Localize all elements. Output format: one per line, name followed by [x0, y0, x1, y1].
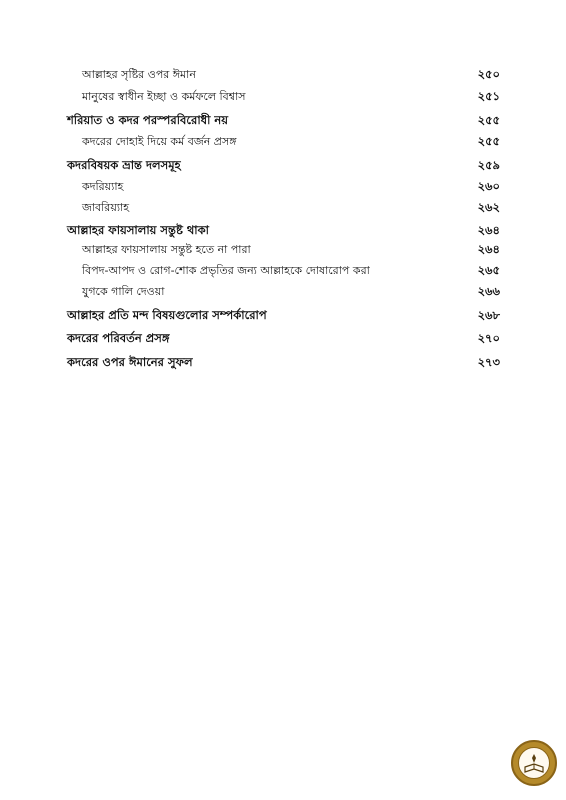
toc-entry-title: কদরবিষয়ক ভ্রান্ত দলসমূহ [67, 157, 181, 172]
toc-entry-page: ২৫৯ [477, 157, 500, 172]
toc-section-heading [67, 354, 500, 372]
toc-entry [82, 199, 500, 217]
toc-entry-title: আল্লাহর ফায়সালায় সন্তুষ্ট থাকা [67, 222, 210, 237]
toc-section-heading [67, 330, 500, 348]
book-pen-emblem-icon [518, 747, 550, 779]
toc-entry-page: ২৬৬ [477, 283, 500, 298]
toc-entry [82, 262, 500, 280]
toc-entry-page: ২৬০ [477, 178, 500, 193]
toc-section-heading [67, 307, 500, 325]
toc-entry [82, 178, 500, 196]
toc-entry-title: জাবরিয়্যাহ [82, 200, 129, 214]
toc-entry-title: যুগকে গালি দেওয়া [82, 284, 165, 298]
toc-entry-title: আল্লাহর ফায়সালায় সন্তুষ্ট হতে না পারা [82, 242, 251, 256]
toc-entry-page: ২৭৩ [477, 354, 500, 369]
toc-entry-title: কদরের দোহাই দিয়ে কর্ম বর্জন প্রসঙ্গ [82, 134, 237, 148]
toc-entry-title: বিপদ-আপদ ও রোগ-শোক প্রভৃতির জন্য আল্লাহকে দোষারোপ করা [82, 263, 370, 277]
toc-entry [82, 133, 500, 151]
toc-entry-title: শরিয়াত ও কদর পরস্পরবিরোধী নয় [67, 112, 229, 127]
toc-entry [82, 241, 500, 259]
toc-entry-page: ২৬৮ [477, 307, 500, 322]
toc-entry-page: ২৬৪ [477, 222, 500, 237]
toc-entry-page: ২৬৫ [477, 262, 500, 277]
toc-entry-title: কদরিয়্যাহ [82, 179, 124, 193]
toc-entry-page: ২৫৫ [477, 112, 500, 127]
toc-entry [82, 283, 500, 301]
toc-section-heading [67, 157, 500, 175]
toc-entry-page: ২৭০ [477, 330, 500, 345]
toc-entry-page: ২৬৪ [477, 241, 500, 256]
toc-entry-page: ২৬২ [477, 199, 500, 214]
toc-section-heading [67, 112, 500, 130]
publisher-logo [511, 740, 557, 786]
toc-entry-page: ২৫০ [477, 66, 500, 81]
toc-section-heading [67, 222, 500, 240]
toc-entry [82, 66, 500, 84]
toc-entry-title: কদরের ওপর ঈমানের সুফল [67, 354, 193, 369]
toc-entry [82, 88, 500, 106]
toc-entry-title: আল্লাহর সৃষ্টির ওপর ঈমান [82, 67, 196, 81]
toc-entry-page: ২৫১ [477, 88, 500, 103]
toc-entry-page: ২৫৫ [477, 133, 500, 148]
toc-entry-title: মানুষের স্বাধীন ইচ্ছা ও কর্মফলে বিশ্বাস [82, 89, 246, 103]
toc-entry-title: আল্লাহর প্রতি মন্দ বিষয়গুলোর সম্পর্কারোপ [67, 307, 267, 322]
toc-entry-title: কদরের পরিবর্তন প্রসঙ্গ [67, 330, 170, 345]
